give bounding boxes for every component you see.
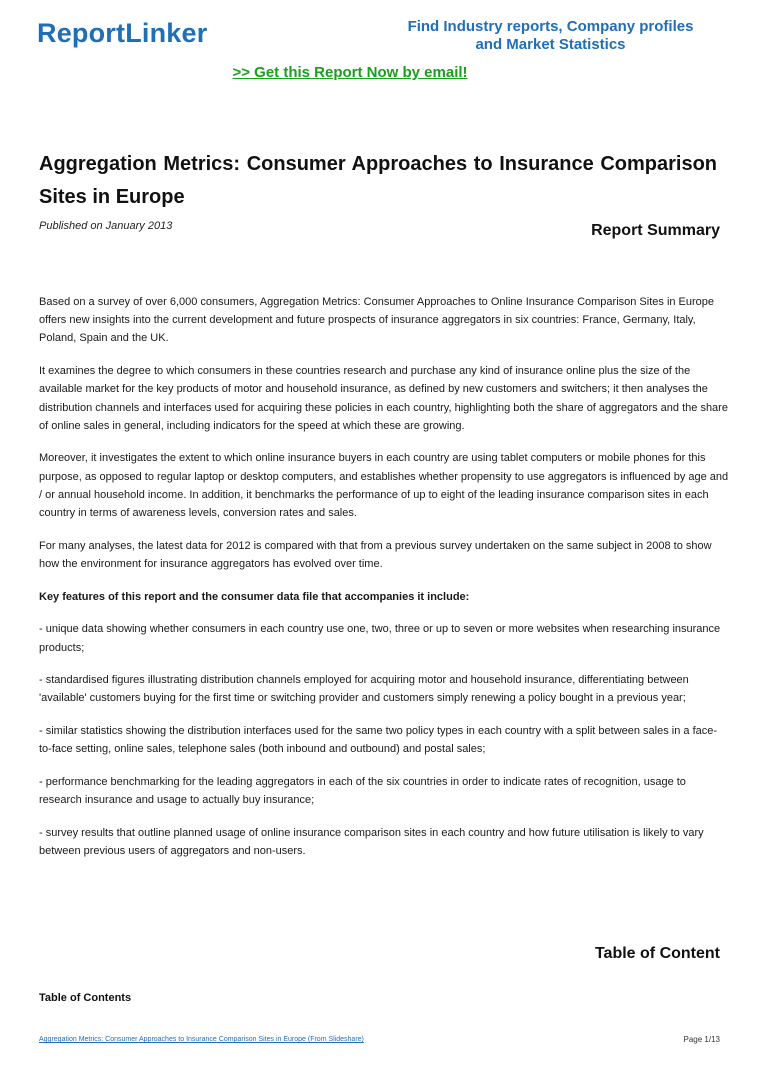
feature-item: - standardised figures illustrating distribution channels employed for acquiring motor and household insurance, differentiating between 'available' customers buying for the first time or switching provider and customers simply renewing a policy bought in a previous year; [39, 674, 689, 705]
report-summary-heading: Report Summary [591, 222, 720, 239]
published-date: Published on January 2013 [39, 220, 173, 232]
table-of-contents-label: Table of Contents [39, 992, 132, 1004]
report-title: Aggregation Metrics: Consumer Approaches to Insurance Comparison Sites in Europe [39, 153, 717, 208]
table-of-content-heading: Table of Content [594, 945, 720, 962]
summary-paragraph: It examines the degree to which consumers in these countries research and purchase any kind of insurance online plus the size of the available market for the key products of motor and household insurance, as defined by new customers and switchers; it then analyses the distribution channels and interfaces used for acquiring these policies in each country, highlighting both the share of aggregators and the share of online sales in general, including indicators for the speed at which these are growing. [39, 365, 728, 432]
feature-item: - survey results that outline planned usage of online insurance comparison sites in each country and how future utilisation is likely to vary between previous users of aggregators and non-users. [39, 826, 704, 858]
report-summary-body [39, 293, 729, 875]
tagline-line-2: and Market Statistics [475, 36, 626, 53]
summary-paragraph: Moreover, it investigates the extent to which online insurance buyers in each country are using tablet computers or mobile phones for this purpose, as opposed to regular laptop or desktop computers, and establishes whether propensity to use aggregators is influenced by age and / or annual household income. In addition, it benchmarks the performance of up to eight of the leading insurance comparison sites in each country in terms of awareness levels, conversion rates and sales. [39, 452, 729, 520]
feature-item: - unique data showing whether consumers in each country use one, two, three or up to seven or more websites when researching insurance products; [39, 623, 721, 654]
get-report-link[interactable]: >> Get this Report Now by email! [232, 64, 468, 81]
reportlinker-logo[interactable]: ReportLinker [37, 18, 208, 48]
tagline-line-1: Find Industry reports, Company profiles [407, 18, 694, 35]
page-number: Page 1/13 [683, 1035, 720, 1044]
summary-paragraph: Based on a survey of over 6,000 consumers, Aggregation Metrics: Consumer Approaches to Online Insurance Comparison Sites in Europe offers new insights into the current development and future prospects of insurance aggregators in six countries: France, Germany, Italy, Poland, Spain and the UK. [39, 296, 715, 345]
summary-paragraph: For many analyses, the latest data for 2012 is compared with that from a previous survey undertaken on the same subject in 2008 to show how the environment for insurance aggregators has evolved over time. [39, 539, 712, 570]
header-tagline [398, 18, 703, 54]
footer-source-link[interactable]: Aggregation Metrics: Consumer Approaches to Insurance Comparison Sites in Europe (From Slideshare) [39, 1036, 364, 1043]
key-features-heading: Key features of this report and the consumer data file that accompanies it include: [39, 590, 470, 603]
feature-item: - similar statistics showing the distribution interfaces used for the same two policy types in each country with a split between sales in a face-to-face setting, online sales, telephone sales (both inbound and outbound) and postal sales; [39, 725, 718, 756]
feature-item: - performance benchmarking for the leading aggregators in each of the six countries in order to indicate rates of recognition, usage to research insurance and usage to actually buy insurance; [39, 776, 686, 807]
